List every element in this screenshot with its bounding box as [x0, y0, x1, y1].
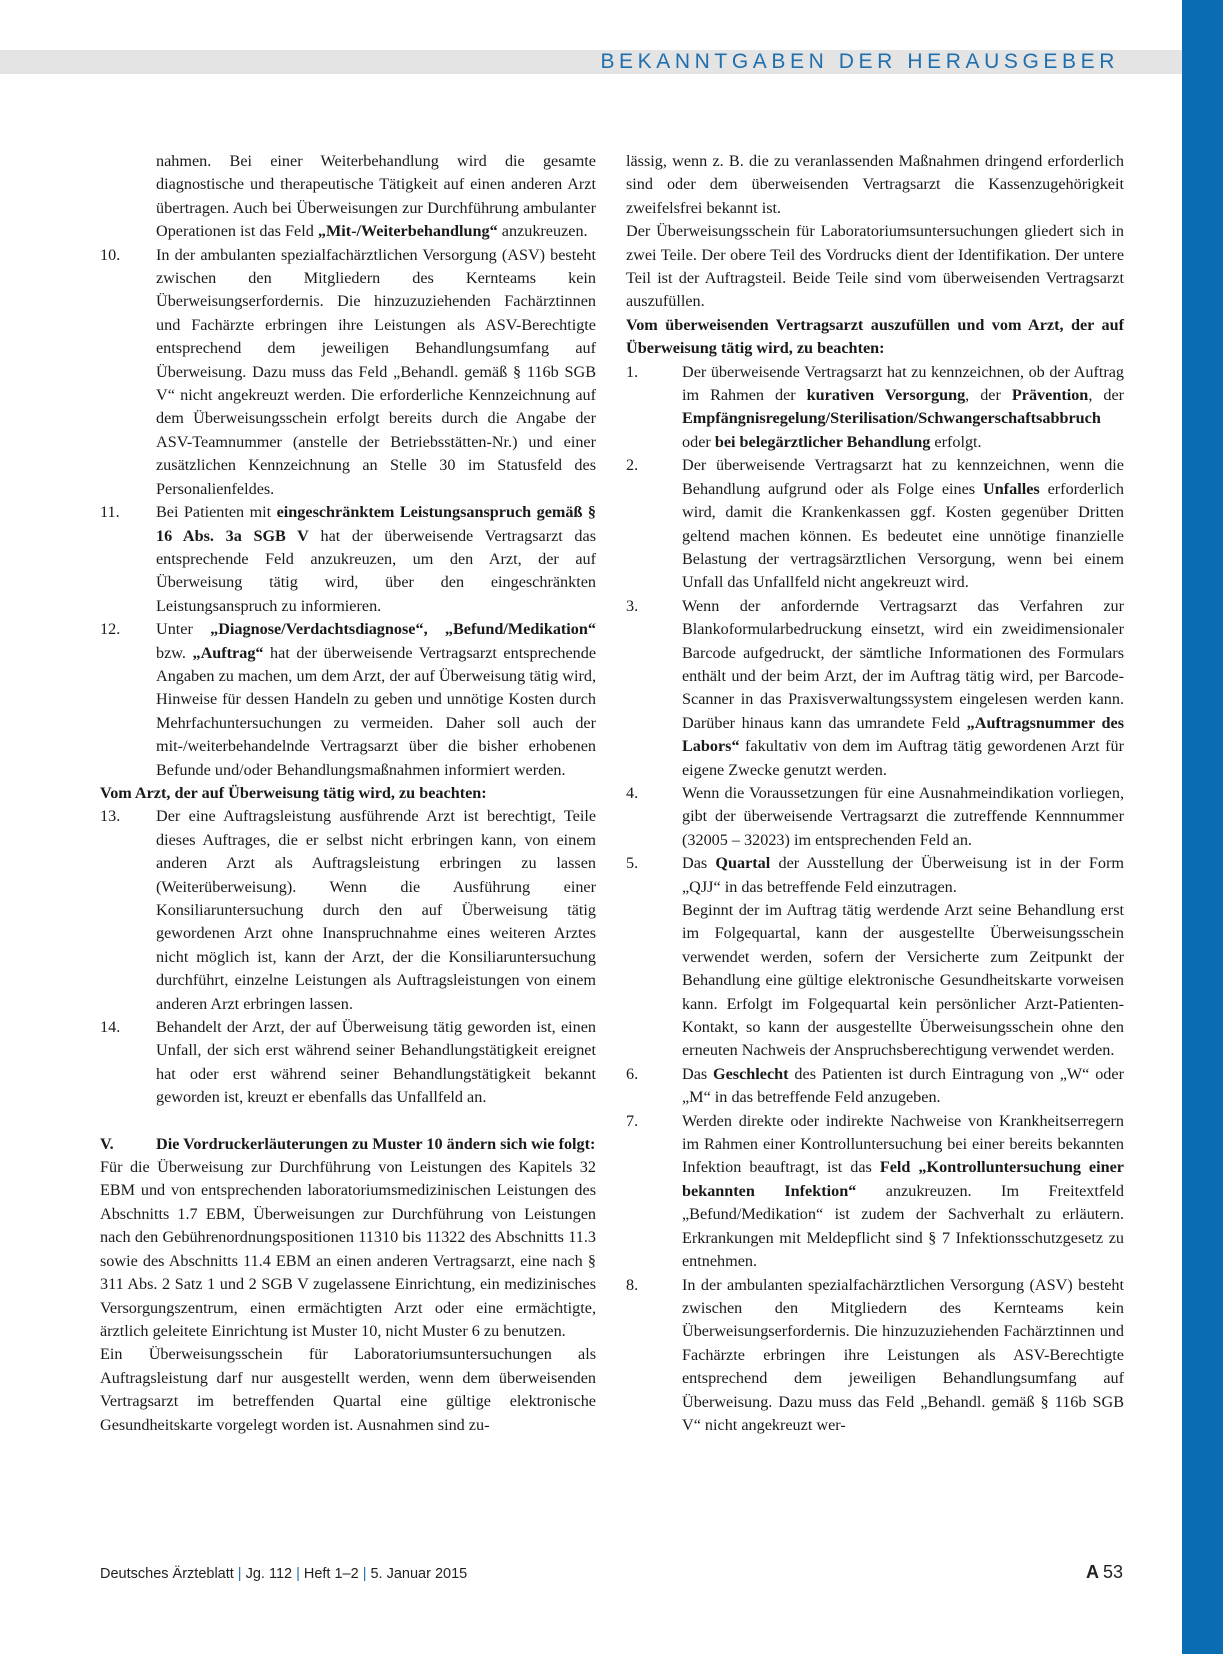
- right-column: [626, 150, 1124, 1437]
- item-text: Der überweisende Vertragsarzt hat zu kennzeichnen, ob der Auftrag im Rahmen der kurativen Versorgung, der Prävention, der Empfängnisregelung/Sterilisation/Schwangerschaftsabbruch oder bei belegärztlicher Behandlung erfolgt.: [682, 362, 1125, 451]
- side-color-stripe: [1182, 0, 1223, 1654]
- separator: |: [362, 1566, 367, 1582]
- list-item-14: [100, 1016, 596, 1110]
- section-number: V.: [100, 1134, 114, 1153]
- item-text: Das Geschlecht des Patienten ist durch Eintragung von „W“ oder „M“ in das betreffende Feld anzugeben.: [682, 1064, 1124, 1107]
- item-text: Wenn die Voraussetzungen für eine Ausnahmeindikation vorliegen, gibt der überweisende Vertragsarzt die zutreffende Kennnummer (32005 – 32023) im entsprechenden Feld an.: [682, 783, 1124, 849]
- body-paragraph: Ein Überweisungsschein für Laboratoriumsuntersuchungen als Auftragsleistung darf nur ausgestellt werden, wenn dem überweisenden Vertragsarzt im betreffenden Quartal eine gültige elektronische Gesundheitskarte vorgelegt worden ist. Ausnahmen sind zu-: [100, 1345, 596, 1434]
- item-number: 12.: [100, 620, 121, 639]
- continuation-paragraph: nahmen. Bei einer Weiterbehandlung wird die gesamte diagnostische und therapeutische Tätigkeit auf einen anderen Arzt übertragen. Auch bei Überweisungen zur Durchführung ambulanter Operationen ist das Feld „Mit-/Weiterbehandlung“ anzukreuzen.: [156, 152, 596, 241]
- item-number: 3.: [626, 596, 639, 615]
- separator: |: [237, 1566, 242, 1582]
- item-text: Der eine Auftragsleistung ausführende Arzt ist berechtigt, Teile dieses Auftrages, die er selbst nicht erbringen kann, von einem anderen Arzt als Auftragsleistung erbringen zu lassen (Weiterüberweisung). Wenn die Ausführung einer Konsiliaruntersuchung durch den auf Überweisung tätig gewordenen Arzt ohne Inanspruchnahme eines weiteren Arztes nicht möglich ist, kann der Arzt, der die Konsiliaruntersuchung durchführt, einzelne Leistungen als Auftragsleistungen von einem anderen Arzt erbringen lassen.: [156, 807, 596, 1013]
- list-item-13: [100, 805, 596, 1016]
- subsection-heading: Vom überweisenden Vertragsarzt auszufüllen und vom Arzt, der auf Überweisung tätig wird, zu beachten:: [626, 315, 1124, 358]
- volume: Jg. 112: [245, 1566, 293, 1582]
- item-text: Beginnt der im Auftrag tätig werdende Arzt seine Behandlung erst im Folgequartal, kann der ausgestellte Überweisungsschein verwendet werden, sofern der Versicherte zum Zeitpunkt der Behandlung eine gültige elektronische Gesundheitskarte vorweisen kann. Erfolgt im Folgequartal kein persönlicher Arzt-Patienten-Kontakt, so kann der ausgestellte Überweisungsschein ohne den erneuten Nachweis der Anspruchsberechtigung verwendet werden.: [682, 901, 1124, 1060]
- item-number: 13.: [100, 807, 121, 826]
- separator: |: [296, 1566, 300, 1582]
- list-item-7: [626, 1110, 1124, 1274]
- journal-name: Deutsches Ärzteblatt: [100, 1566, 234, 1582]
- item-number: 10.: [100, 245, 121, 264]
- item-number: 8.: [626, 1275, 639, 1294]
- section-v-heading: [100, 1133, 596, 1156]
- list-item-5: [626, 852, 1124, 1063]
- item-number: 7.: [626, 1111, 639, 1130]
- list-item-6: [626, 1063, 1124, 1110]
- item-text: Das Quartal der Ausstellung der Überweisung ist in der Form „QJJ“ in das betreffende Feld einzutragen.: [682, 854, 1124, 896]
- item-text: Unter „Diagnose/Verdachtsdiagnose“, „Befund/Medikation“ bzw. „Auftrag“ hat der überweisende Vertragsarzt entsprechende Angaben zu machen, um dem Arzt, der auf Überweisung tätig wird, Hinweise für dessen Handeln zu geben und unnötige Kosten durch Mehrfachuntersuchungen zu vermeiden. Daher soll auch der mit-/weiterbehandelnde Vertragsarzt über die bisher erhobenen Befunde und/oder Behandlungsmaßnahmen informiert werden.: [156, 620, 597, 779]
- list-item-10: [100, 244, 596, 501]
- page-number: A 53: [1086, 1562, 1124, 1582]
- body-paragraph: Der Überweisungsschein für Laboratoriumsuntersuchungen gliedert sich in zwei Teile. Der obere Teil des Vordrucks dient der Identifikation. Der untere Teil ist der Auftragsteil. Beide Teile sind vom überweisenden Vertragsarzt auszufüllen.: [626, 222, 1124, 311]
- item-text: In der ambulanten spezialfachärztlichen Versorgung (ASV) besteht zwischen den Mitgliedern des Kernteams kein Überweisungserfordernis. Die hinzuzuziehenden Fachärztinnen und Fachärzte erbringen ihre Leistungen als ASV-Berechtigte entsprechend dem jeweiligen Behandlungsumfang auf Überweisung. Dazu muss das Feld „Behandl. gemäß § 116b SGB V“ nicht angekreuzt werden. Die erforderliche Kennzeichnung auf dem Überweisungsschein erfolgt bereits durch die Angabe der ASV-Teamnummer (anstelle der Betriebsstätten-Nr.) und einer zusätzlichen Kennzeichnung an Stelle 30 im Statusfeld des Personalienfeldes.: [156, 245, 596, 498]
- date: 5. Januar 2015: [370, 1566, 468, 1582]
- continuation-paragraph: lässig, wenn z. B. die zu veranlassenden Maßnahmen dringend erforderlich sind oder dem überweisenden Vertragsarzt die Kassenzugehörigkeit zweifelsfrei bekannt ist.: [626, 152, 1124, 217]
- item-number: 14.: [100, 1018, 121, 1037]
- item-number: 11.: [100, 503, 120, 522]
- item-number: 1.: [626, 362, 639, 381]
- list-item-11: [100, 501, 596, 618]
- list-item-4: [626, 782, 1124, 852]
- section-title: Die Vordruckerläuterungen zu Muster 10 ändern sich wie folgt:: [156, 1134, 596, 1153]
- section-header-title: BEKANNTGABEN DER HERAUSGEBER: [600, 50, 1119, 73]
- item-text: In der ambulanten spezialfachärztlichen Versorgung (ASV) besteht zwischen den Mitgliedern des Kernteams kein Überweisungserfordernis. Die hinzuzuziehenden Fachärztinnen und Fachärzte erbringen ihre Leistungen als ASV-Berechtigte entsprechend dem jeweiligen Behandlungsumfang auf Überweisung. Dazu muss das Feld „Behandl. gemäß § 116b SGB V“ nicht angekreuzt wer-: [682, 1275, 1124, 1434]
- list-item-12: [100, 618, 596, 782]
- item-text: Bei Patienten mit eingeschränktem Leistungsanspruch gemäß § 16 Abs. 3a SGB V hat der überweisende Vertragsarzt das entsprechende Feld anzukreuzen, um den Arzt, der auf Überweisung tätig wird, über den eingeschränkten Leistungsanspruch zu informieren.: [156, 503, 596, 615]
- issue: Heft 1–2: [303, 1566, 359, 1582]
- left-column: [100, 150, 596, 1437]
- item-text: Wenn der anfordernde Vertragsarzt das Verfahren zur Blankoformularbedruckung einsetzt, wird ein zweidimensionaler Barcode aufgedruckt, der sämtliche Informationen des Formulars enthält und der beim Arzt, der im Auftrag tätig wird, per Barcode-Scanner in das Praxisverwaltungssystem eingelesen werden kann. Darüber hinaus kann das umrandete Feld „Auftragsnummer des Labors“ fakultativ von dem im Auftrag tätig gewordenen Arzt für eigene Zwecke genutzt werden.: [682, 596, 1124, 779]
- item-text: Der überweisende Vertragsarzt hat zu kennzeichnen, wenn die Behandlung aufgrund oder als Folge eines Unfalles erforderlich wird, damit die Krankenkassen ggf. Kosten gegenüber Dritten geltend machen können. Es bedeutet eine unnötige finanzielle Belastung der vertragsärztlichen Versorgung, wenn bei einem Unfall das Unfallfeld nicht angekreuzt wird.: [682, 456, 1124, 592]
- list-item-8: [626, 1274, 1124, 1438]
- list-item-1: [626, 361, 1124, 455]
- item-number: 2.: [626, 456, 639, 475]
- item-text: Werden direkte oder indirekte Nachweise von Krankheitserregern im Rahmen einer Kontrolluntersuchung bei einer bereits bekannten Infektion beauftragt, ist das Feld „Kontrolluntersuchung einer bekannten Infektion“ anzukreuzen. Im Freitextfeld „Befund/Medikation“ ist zudem der Sachverhalt zu erläutern. Erkrankungen mit Meldepflicht sind § 7 Infektionsschutzgesetz zu entnehmen.: [682, 1111, 1125, 1271]
- subsection-heading: Vom Arzt, der auf Überweisung tätig wird, zu beachten:: [100, 783, 487, 802]
- list-item-2: [626, 454, 1124, 594]
- item-number: 5.: [626, 854, 639, 873]
- item-number: 6.: [626, 1064, 639, 1083]
- item-text: Behandelt der Arzt, der auf Überweisung tätig geworden ist, einen Unfall, der sich erst während seiner Behandlungstätigkeit ereignet hat oder erst während seiner Behandlungstätigkeit bekannt geworden ist, kreuzt er ebenfalls das Unfallfeld an.: [156, 1018, 596, 1107]
- body-paragraph: Für die Überweisung zur Durchführung von Leistungen des Kapitels 32 EBM und von entsprechenden laboratoriumsmedizinischen Leistungen des Abschnitts 1.7 EBM, Überweisungen zur Durchführung von Leistungen nach den Gebührenordnungspositionen 11310 bis 11322 des Abschnitts 11.3 sowie des Abschnitts 11.4 EBM an einen anderen Vertragsarzt, eine nach § 311 Abs. 2 Satz 1 und 2 SGB V zugelassene Einrichtung, ein medizinisches Versorgungszentrum, einen ermächtigten Arzt oder eine ermächtigte, ärztlich geleitete Einrichtung ist Muster 10, nicht Muster 6 zu benutzen.: [100, 1158, 596, 1340]
- list-item-3: [626, 595, 1124, 782]
- item-number: 4.: [626, 783, 639, 802]
- footer-citation: [100, 1566, 467, 1582]
